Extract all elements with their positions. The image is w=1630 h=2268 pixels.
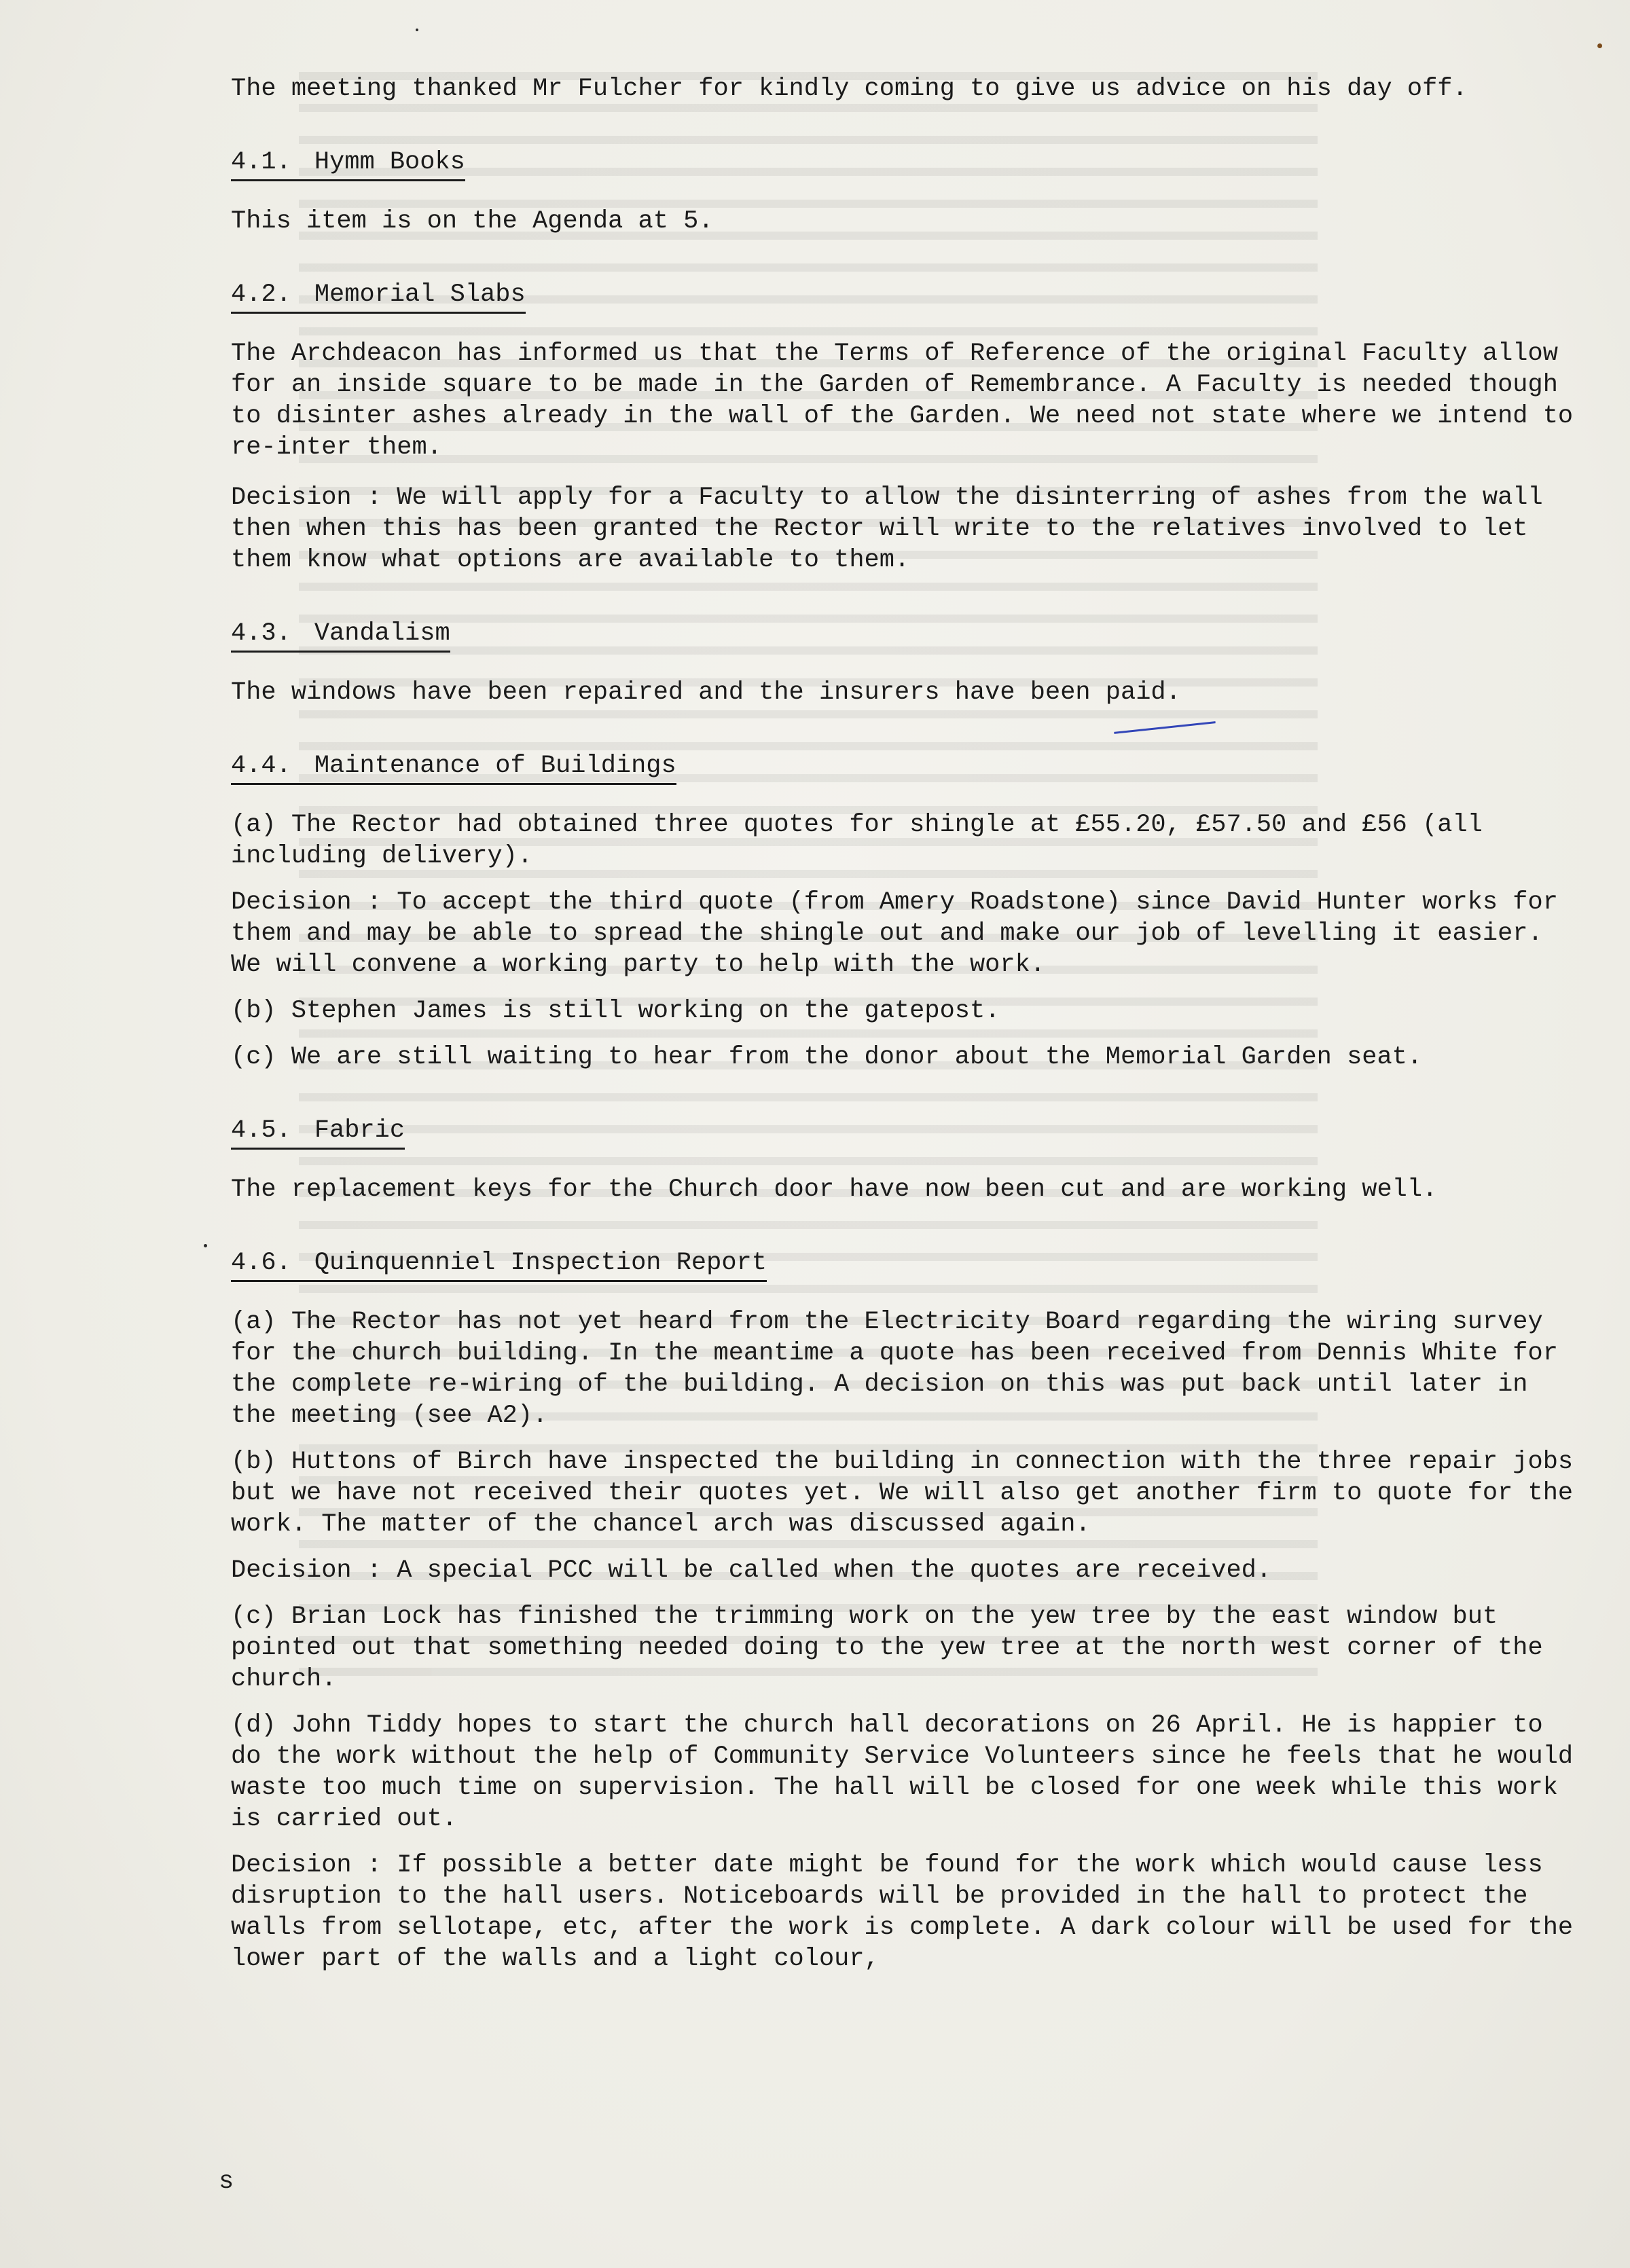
section-number: 4.6. — [231, 1249, 291, 1277]
section-vandalism — [231, 595, 1582, 708]
section-title: Fabric — [314, 1116, 405, 1145]
section-memorial-slabs — [231, 256, 1582, 576]
section-quinquenniel-inspection-report — [231, 1224, 1582, 1975]
section-paragraph: This item is on the Agenda at 5. — [231, 207, 714, 236]
item-paragraph: (a) The Rector has not yet heard from the Electricity Board regarding the wiring survey for the church building. In the meantime a quote has been received from Dennis White for the complete re-wiring of the building. A decision on this was put back until later in the meeting (see A2). — [231, 1308, 1558, 1430]
section-heading — [231, 279, 526, 314]
section-heading — [231, 1115, 405, 1150]
section-paragraph: The windows have been repaired and the insurers have been paid. — [231, 678, 1181, 707]
section-title: Hymm Books — [314, 148, 465, 177]
paper-speck — [1597, 43, 1602, 48]
section-number: 4.4. — [231, 752, 291, 780]
section-title: Quinquenniel Inspection Report — [314, 1249, 767, 1277]
minutes-body — [231, 73, 1582, 1994]
item-paragraph: (c) We are still waiting to hear from the donor about the Memorial Garden seat. — [231, 1043, 1423, 1072]
item-paragraph: (b) Huttons of Birch have inspected the building in connection with the three repair jobs but we have not received their quotes yet. We will also get another firm to quote for the work. The matter of the chancel arch was discussed again. — [231, 1448, 1574, 1539]
section-title: Vandalism — [314, 619, 450, 648]
section-fabric — [231, 1092, 1582, 1205]
section-number: 4.2. — [231, 280, 291, 309]
section-maintenance-of-buildings — [231, 727, 1582, 1073]
item-paragraph: (b) Stephen James is still working on the gatepost. — [231, 997, 1000, 1025]
section-heading — [231, 147, 465, 181]
decision-paragraph: Decision : To accept the third quote (from Amery Roadstone) since David Hunter works for them and may be able to spread the shingle out and make our job of levelling it easier. We will convene a working party to help with the work. — [231, 888, 1558, 979]
section-number: 4.1. — [231, 148, 291, 177]
section-heading — [231, 618, 450, 653]
section-number: 4.5. — [231, 1116, 291, 1145]
item-paragraph: (d) John Tiddy hopes to start the church hall decorations on 26 April. He is happier to do the work without the help of Community Service Volunteers since he feels that he would waste too much time on supervision. The hall will be closed for one week while this work is carried out. — [231, 1711, 1574, 1833]
intro-paragraph: The meeting thanked Mr Fulcher for kindly coming to give us advice on his day off. — [231, 75, 1468, 103]
paper-speck — [204, 1244, 207, 1247]
section-heading — [231, 1247, 767, 1282]
section-title: Memorial Slabs — [314, 280, 526, 309]
page-footer-mark: s — [219, 2168, 234, 2196]
section-number: 4.3. — [231, 619, 291, 648]
paper-speck — [416, 29, 418, 31]
section-paragraph: The replacement keys for the Church door have now been cut and are working well. — [231, 1175, 1438, 1204]
item-paragraph: (c) Brian Lock has finished the trimming work on the yew tree by the east window but pointed out that something needed doing to the yew tree at the north west corner of the church. — [231, 1603, 1543, 1694]
item-paragraph: (a) The Rector had obtained three quotes for shingle at £55.20, £57.50 and £56 (all including delivery). — [231, 811, 1483, 871]
decision-paragraph: Decision : We will apply for a Faculty to allow the disinterring of ashes from the wall then when this has been granted the Rector will write to the relatives involved to let them know what options are available to them. — [231, 483, 1543, 574]
section-title: Maintenance of Buildings — [314, 752, 676, 780]
decision-paragraph: Decision : A special PCC will be called when the quotes are received. — [231, 1556, 1272, 1585]
section-heading — [231, 750, 676, 785]
decision-paragraph: Decision : If possible a better date might be found for the work which would cause less disruption to the hall users. Noticeboards will be provided in the hall to protect the walls from sellotape, etc, after the work is complete. A dark colour will be used for the lower part of the walls and a light colour, — [231, 1851, 1574, 1973]
section-hymm-books — [231, 124, 1582, 237]
section-paragraph: The Archdeacon has informed us that the Terms of Reference of the original Faculty allow for an inside square to be made in the Garden of Remembrance. A Faculty is needed though to disinter ashes already in the wall of the Garden. We need not state where we intend to re-inter them. — [231, 340, 1574, 462]
